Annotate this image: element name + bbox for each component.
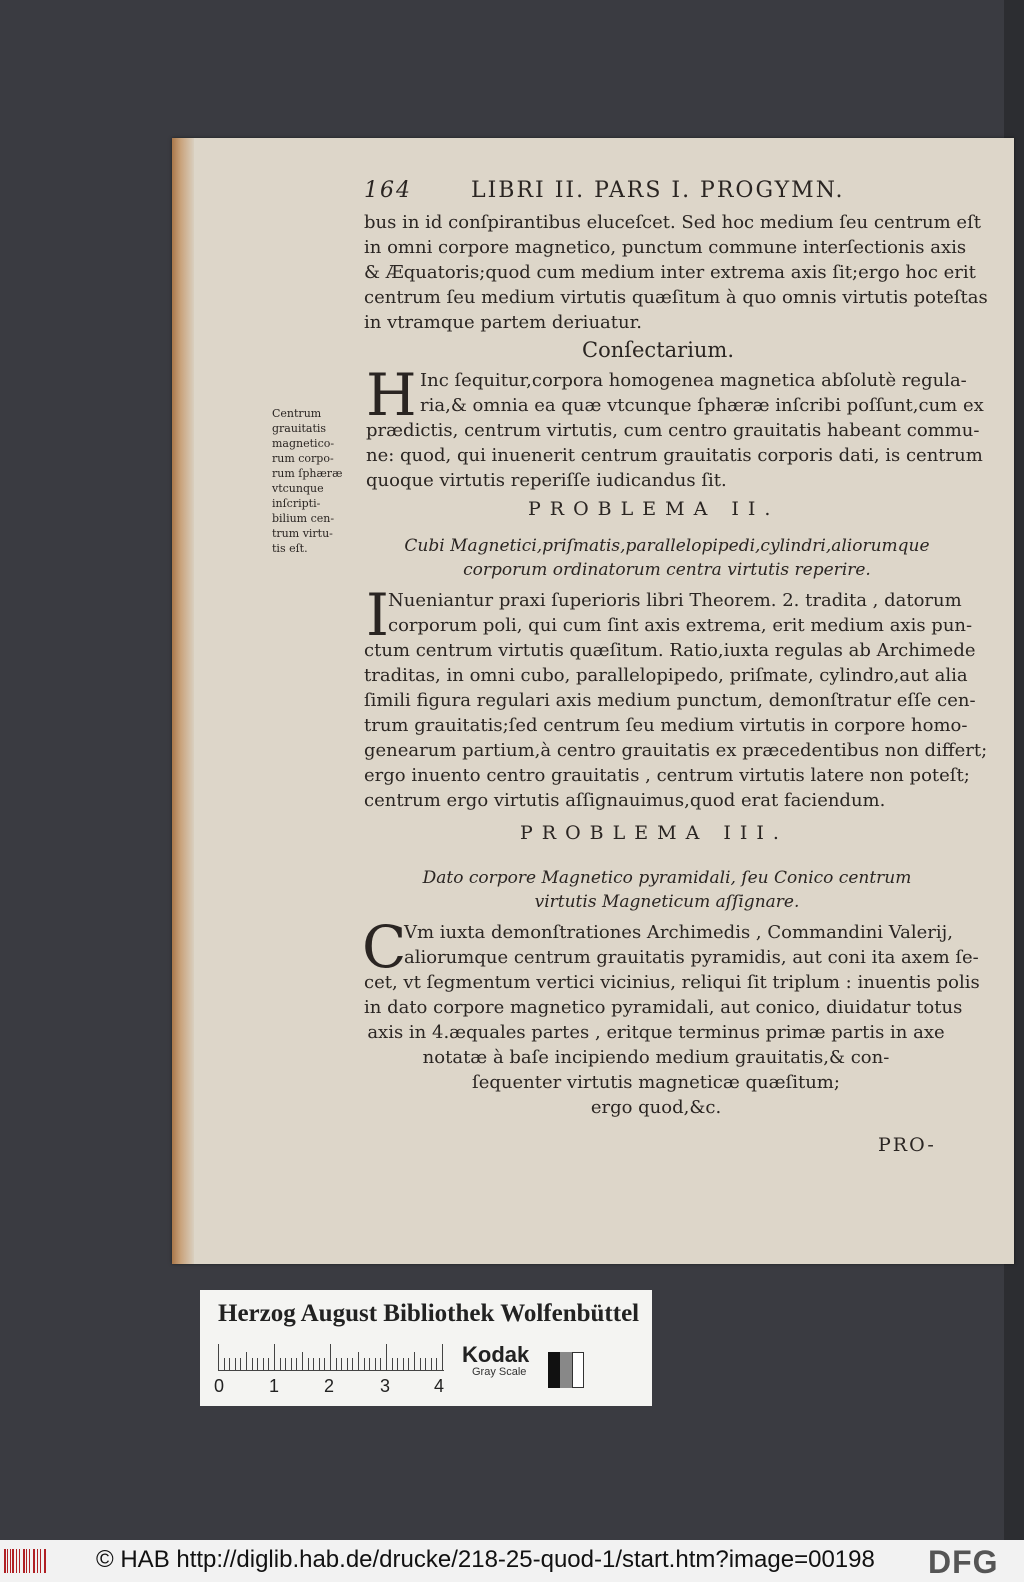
gray-scale-label: Gray Scale xyxy=(472,1366,527,1378)
text-line: traditas, in omni cubo, parallelopipedo, priſmate, cylindro,aut alia xyxy=(364,665,968,686)
margin-line: bilium cen- xyxy=(272,512,335,525)
scale-card xyxy=(200,1290,652,1406)
text-line: axis in 4.æquales partes , eritque terminus primæ partis in axe xyxy=(367,1022,945,1043)
hab-barcode-icon xyxy=(4,1549,48,1573)
ruler-tick xyxy=(414,1352,415,1370)
ruler-tick xyxy=(375,1358,376,1370)
ruler-tick xyxy=(330,1344,331,1370)
text-line: ergo quod,&c. xyxy=(590,1097,722,1118)
ruler-number: 3 xyxy=(380,1376,391,1396)
ruler-tick xyxy=(397,1358,398,1370)
barcode-stripe xyxy=(37,1549,38,1573)
barcode-stripe xyxy=(12,1549,14,1573)
dfg-logo: DFG xyxy=(928,1544,999,1580)
text-line: notatæ à baſe incipiendo medium grauitatis,& con- xyxy=(422,1047,890,1068)
barcode-stripe xyxy=(4,1549,6,1573)
margin-line: vtcunque xyxy=(272,482,324,495)
gray-swatch-black xyxy=(548,1352,560,1388)
ruler-tick xyxy=(392,1358,393,1370)
text-line: ctum centrum virtutis quæſitum. Ratio,iuxta regulas ab Archimede xyxy=(364,640,976,661)
ruler-tick xyxy=(263,1358,264,1370)
ruler-tick xyxy=(442,1344,443,1370)
ruler-tick xyxy=(257,1358,258,1370)
ruler-tick xyxy=(436,1358,437,1370)
problem-3-paragraph-cont xyxy=(364,970,980,1020)
text-line: in dato corpore magnetico pyramidali, aut conico, diuidatur totus xyxy=(364,997,963,1018)
ruler-tick xyxy=(291,1358,292,1370)
ruler-tick xyxy=(408,1358,409,1370)
barcode-stripe xyxy=(7,1549,8,1573)
page-edge xyxy=(172,138,194,1264)
margin-line: tis eſt. xyxy=(272,542,308,555)
text-line: corporum poli, qui cum ſint axis extrema, erit medium axis pun- xyxy=(388,615,973,636)
problem-3-heading: PROBLEMA III. xyxy=(520,822,788,844)
ruler-number: 2 xyxy=(324,1376,335,1396)
margin-line: grauitatis xyxy=(272,422,327,435)
margin-line: magnetico- xyxy=(272,437,335,450)
ruler-tick xyxy=(336,1358,337,1370)
text-line: trum grauitatis;ſed centrum ſeu medium virtutis in corpore homo- xyxy=(364,715,968,736)
ruler-tick xyxy=(319,1358,320,1370)
ruler-tick xyxy=(224,1358,225,1370)
text-line: in omni corpore magnetico, punctum commune interſectionis axis xyxy=(364,237,967,258)
ruler-tick xyxy=(280,1358,281,1370)
subtitle-line: corporum ordinatorum centra virtutis reperire. xyxy=(463,560,871,580)
ruler-tick xyxy=(369,1358,370,1370)
text-line: in vtramque partem deriuatur. xyxy=(364,312,642,333)
book-page xyxy=(172,138,1014,1264)
consectarium-paragraph-cont xyxy=(366,418,983,493)
ruler-tick xyxy=(296,1358,297,1370)
text-line: bus in id conſpirantibus eluceſcet. Sed hoc medium ſeu centrum eſt xyxy=(364,212,981,233)
ruler-tick xyxy=(425,1358,426,1370)
text-line: centrum ſeu medium virtutis quæſitum à quo omnis virtutis poteſtas xyxy=(364,287,988,308)
barcode-stripe xyxy=(16,1549,17,1573)
text-line: quoque virtutis reperiſſe iudicandus ſit. xyxy=(366,470,727,491)
text-line: ſequenter virtutis magneticæ quæſitum; xyxy=(472,1072,840,1093)
ruler-tick xyxy=(313,1358,314,1370)
ruler-number: 1 xyxy=(269,1376,280,1396)
text-line: prædictis, centrum virtutis, cum centro grauitatis habeant commu- xyxy=(366,420,980,441)
ruler xyxy=(218,1342,444,1376)
text-line: genearum partium,à centro grauitatis ex præcedentibus non differt; xyxy=(364,740,988,761)
text-line: aliorumque centrum grauitatis pyramidis, aut coni ita axem ſe- xyxy=(404,947,979,968)
barcode-stripe xyxy=(40,1549,41,1573)
barcode-stripe xyxy=(33,1549,35,1573)
problem-2-subtitle xyxy=(368,534,966,582)
text-line: ergo inuento centro grauitatis , centrum virtutis latere non poteſt; xyxy=(364,765,970,786)
ruler-tick xyxy=(229,1358,230,1370)
ruler-tick xyxy=(285,1358,286,1370)
problem-3-subtitle xyxy=(368,866,966,914)
dropcap-h: H xyxy=(366,361,417,429)
consectarium-title: Conſectarium. xyxy=(582,338,735,362)
text-line: & Æquatoris;quod cum medium inter extrema axis ſit;ergo hoc erit xyxy=(364,262,976,283)
barcode-stripe xyxy=(23,1549,25,1573)
text-line: ria,& omnia ea quæ vtcunque ſphæræ inſcribi poſſunt,cum ex xyxy=(420,395,984,416)
barcode-stripe xyxy=(19,1549,20,1573)
text-line: Inc ſequitur,corpora homogenea magnetica abſolutè regula- xyxy=(420,370,967,391)
problem-3-paragraph xyxy=(404,920,979,970)
intro-paragraph xyxy=(364,210,988,335)
ruler-tick xyxy=(431,1358,432,1370)
ruler-tick xyxy=(364,1358,365,1370)
barcode-stripe xyxy=(44,1549,46,1573)
ruler-tick xyxy=(347,1358,348,1370)
ruler-number: 0 xyxy=(214,1376,225,1396)
ruler-tick xyxy=(308,1358,309,1370)
ruler-tick xyxy=(380,1358,381,1370)
problem-3-paragraph-taper xyxy=(364,1020,948,1120)
ruler-tick xyxy=(240,1358,241,1370)
ruler-tick xyxy=(386,1344,387,1370)
ruler-tick xyxy=(302,1352,303,1370)
text-line: ſimili figura regulari axis medium punctum, demonſtratur eſſe cen- xyxy=(364,690,976,711)
text-line: Nueniantur praxi ſuperioris libri Theorem. 2. tradita , datorum xyxy=(388,590,962,611)
text-line: cet, vt ſegmentum vertici vicinius, reliqui ſit triplum : inuentis polis xyxy=(364,972,980,993)
barcode-stripe xyxy=(26,1549,27,1573)
text-line: Vm iuxta demonſtrationes Archimedis , Commandini Valerij, xyxy=(404,922,953,943)
ruler-tick xyxy=(341,1358,342,1370)
text-line: centrum ergo virtutis aſſignauimus,quod erat faciendum. xyxy=(364,790,886,811)
margin-line: Centrum xyxy=(272,407,322,420)
ruler-tick xyxy=(246,1352,247,1370)
subtitle-line: virtutis Magneticum aſſignare. xyxy=(534,892,800,912)
page-number: 164 xyxy=(364,178,412,203)
dropcap-i: I xyxy=(366,581,389,649)
problem-2-heading: PROBLEMA II. xyxy=(528,498,780,520)
library-name: Herzog August Bibliothek Wolfenbüttel xyxy=(218,1300,640,1327)
ruler-tick xyxy=(252,1358,253,1370)
text-line: ne: quod, qui inuenerit centrum grauitatis corporis dati, is centrum xyxy=(366,445,983,466)
ruler-tick xyxy=(268,1358,269,1370)
ruler-tick xyxy=(235,1358,236,1370)
catchword: PRO- xyxy=(878,1134,936,1156)
margin-line: rum corpo- xyxy=(272,452,334,465)
ruler-tick xyxy=(420,1358,421,1370)
consectarium-paragraph xyxy=(420,368,984,418)
ruler-tick xyxy=(324,1358,325,1370)
margin-note xyxy=(272,406,342,556)
ruler-tick xyxy=(218,1344,219,1370)
ruler-tick xyxy=(403,1358,404,1370)
barcode-stripe xyxy=(29,1549,30,1573)
subtitle-line: Dato corpore Magnetico pyramidali, ſeu Conico centrum xyxy=(422,868,912,888)
ruler-tick xyxy=(274,1344,275,1370)
ruler-tick xyxy=(352,1358,353,1370)
ruler-number: 4 xyxy=(434,1376,445,1396)
gray-swatch-gray xyxy=(560,1352,572,1388)
running-title: LIBRI II. PARS I. PROGYMN. xyxy=(471,178,845,203)
source-url[interactable]: © HAB http://diglib.hab.de/drucke/218-25-quod-1/start.htm?image=00198 xyxy=(96,1546,875,1573)
footer-bar xyxy=(0,1540,1024,1582)
gray-swatch-white xyxy=(572,1352,584,1388)
margin-line: trum virtu- xyxy=(272,527,333,540)
margin-line: rum ſphæræ xyxy=(272,467,343,480)
barcode-stripe xyxy=(10,1549,11,1573)
problem-2-paragraph xyxy=(388,588,972,638)
problem-2-paragraph-cont xyxy=(364,638,987,813)
subtitle-line: Cubi Magnetici,priſmatis,parallelopipedi,cylindri,aliorumque xyxy=(404,536,930,556)
margin-line: inſcripti- xyxy=(272,497,321,510)
page-header xyxy=(364,178,845,203)
ruler-tick xyxy=(358,1352,359,1370)
kodak-logo: Kodak xyxy=(462,1342,530,1367)
dropcap-c: C xyxy=(362,913,407,981)
